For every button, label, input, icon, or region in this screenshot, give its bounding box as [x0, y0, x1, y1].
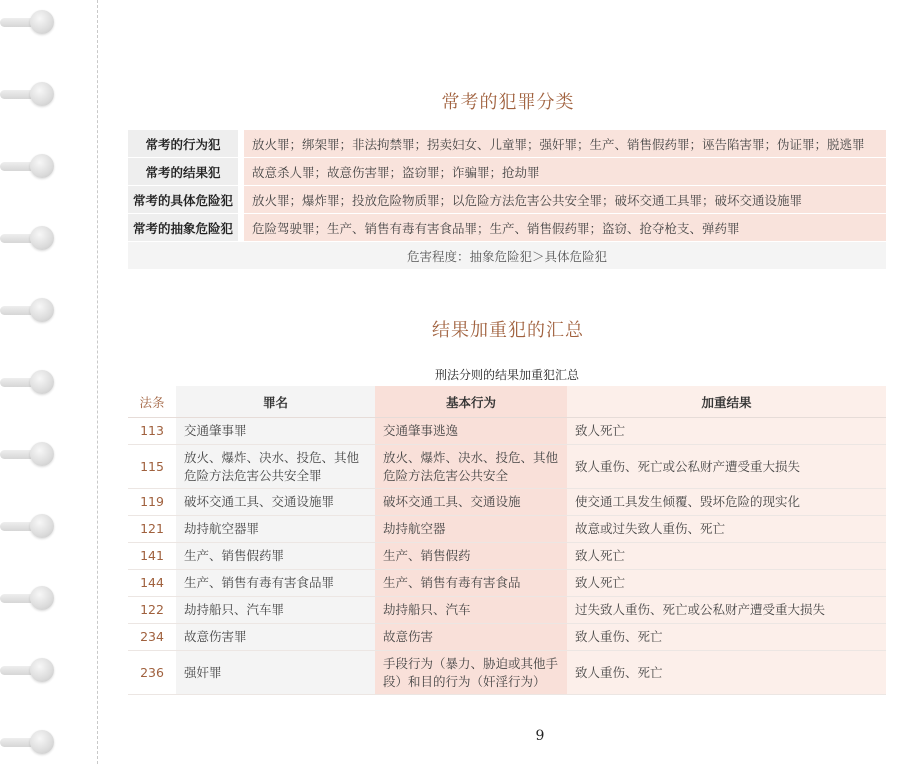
table-caption: 刑法分则的结果加重犯汇总: [434, 368, 579, 382]
row-label: 常考的结果犯: [128, 158, 241, 186]
aggravated-result: 使交通工具发生倾覆、毁坏危险的现实化: [567, 489, 886, 516]
table-note-row: [128, 242, 886, 270]
aggravated-offense-table: [128, 386, 886, 695]
article-number: 141: [128, 543, 176, 570]
basic-act: 放火、爆炸、决水、投危、其他危险方法危害公共安全: [375, 445, 567, 489]
basic-act: 生产、销售有毒有害食品: [375, 570, 567, 597]
table-row: [128, 516, 886, 543]
crime-name: 劫持航空器罪: [176, 516, 375, 543]
table-row: [128, 186, 886, 214]
basic-act: 故意伤害: [375, 624, 567, 651]
basic-act: 劫持船只、汽车: [375, 597, 567, 624]
table-row: [128, 543, 886, 570]
aggravated-result: 故意或过失致人重伤、死亡: [567, 516, 886, 543]
table-row: [128, 651, 886, 695]
margin-divider: [97, 0, 98, 764]
table-row: [128, 489, 886, 516]
section-title-aggravated-offenses: 结果加重犯的汇总: [432, 320, 584, 341]
table-row: [128, 214, 886, 242]
crime-name: 破坏交通工具、交通设施罪: [176, 489, 375, 516]
aggravated-result: 致人重伤、死亡或公私财产遭受重大损失: [567, 445, 886, 489]
section-title-crime-classification: 常考的犯罪分类: [441, 92, 575, 113]
article-number: 119: [128, 489, 176, 516]
crime-name: 劫持船只、汽车罪: [176, 597, 375, 624]
article-number: 115: [128, 445, 176, 489]
table-row: [128, 624, 886, 651]
binding-ring-icon: [0, 151, 56, 181]
basic-act: 破坏交通工具、交通设施: [375, 489, 567, 516]
header-crime: 罪名: [176, 386, 375, 418]
aggravated-result: 致人重伤、死亡: [567, 624, 886, 651]
table-header-row: [128, 386, 886, 418]
table-row: [128, 158, 886, 186]
article-number: 122: [128, 597, 176, 624]
basic-act: 劫持航空器: [375, 516, 567, 543]
row-content: 放火罪；绑架罪；非法拘禁罪；拐卖妇女、儿童罪；强奸罪；生产、销售假药罪；诬告陷害罪；伪证罪；脱逃罪: [241, 130, 886, 158]
row-label: 常考的抽象危险犯: [128, 214, 241, 242]
crime-name: 强奸罪: [176, 651, 375, 695]
basic-act: 生产、销售假药: [375, 543, 567, 570]
basic-act: 手段行为（暴力、胁迫或其他手段）和目的行为（奸淫行为）: [375, 651, 567, 695]
aggravated-result: 致人死亡: [567, 570, 886, 597]
binding-ring-icon: [0, 223, 56, 253]
binding-ring-icon: [0, 439, 56, 469]
table-row: [128, 570, 886, 597]
article-number: 121: [128, 516, 176, 543]
row-label: 常考的具体危险犯: [128, 186, 241, 214]
basic-act: 交通肇事逃逸: [375, 418, 567, 445]
crime-name: 故意伤害罪: [176, 624, 375, 651]
crime-name: 生产、销售有毒有害食品罪: [176, 570, 375, 597]
table-row: [128, 597, 886, 624]
table-row: [128, 418, 886, 445]
binding-ring-icon: [0, 655, 56, 685]
row-content: 危险驾驶罪；生产、销售有毒有害食品罪；生产、销售假药罪；盗窃、抢夺枪支、弹药罪: [241, 214, 886, 242]
article-number: 236: [128, 651, 176, 695]
article-number: 113: [128, 418, 176, 445]
table-row: [128, 130, 886, 158]
page-number: 9: [535, 728, 545, 744]
header-article: 法条: [128, 386, 176, 418]
header-basic-act: 基本行为: [375, 386, 567, 418]
row-content: 放火罪；爆炸罪；投放危险物质罪；以危险方法危害公共安全罪；破坏交通工具罪；破坏交通设施罪: [241, 186, 886, 214]
aggravated-result: 过失致人重伤、死亡或公私财产遭受重大损失: [567, 597, 886, 624]
severity-note: 危害程度：抽象危险犯＞具体危险犯: [128, 242, 886, 270]
aggravated-result: 致人重伤、死亡: [567, 651, 886, 695]
aggravated-result: 致人死亡: [567, 418, 886, 445]
binding-ring-icon: [0, 727, 56, 757]
crime-name: 放火、爆炸、决水、投危、其他危险方法危害公共安全罪: [176, 445, 375, 489]
aggravated-result: 致人死亡: [567, 543, 886, 570]
crime-name: 生产、销售假药罪: [176, 543, 375, 570]
binding-ring-icon: [0, 79, 56, 109]
crime-name: 交通肇事罪: [176, 418, 375, 445]
binding-ring-icon: [0, 511, 56, 541]
article-number: 144: [128, 570, 176, 597]
crime-classification-table: [128, 130, 886, 270]
binding-ring-icon: [0, 295, 56, 325]
binding-ring-icon: [0, 367, 56, 397]
binding-ring-icon: [0, 7, 56, 37]
header-aggravated-result: 加重结果: [567, 386, 886, 418]
row-content: 故意杀人罪；故意伤害罪；盗窃罪；诈骗罪；抢劫罪: [241, 158, 886, 186]
binding-ring-icon: [0, 583, 56, 613]
notebook-binding: [0, 0, 98, 764]
table-row: [128, 445, 886, 489]
article-number: 234: [128, 624, 176, 651]
row-label: 常考的行为犯: [128, 130, 241, 158]
